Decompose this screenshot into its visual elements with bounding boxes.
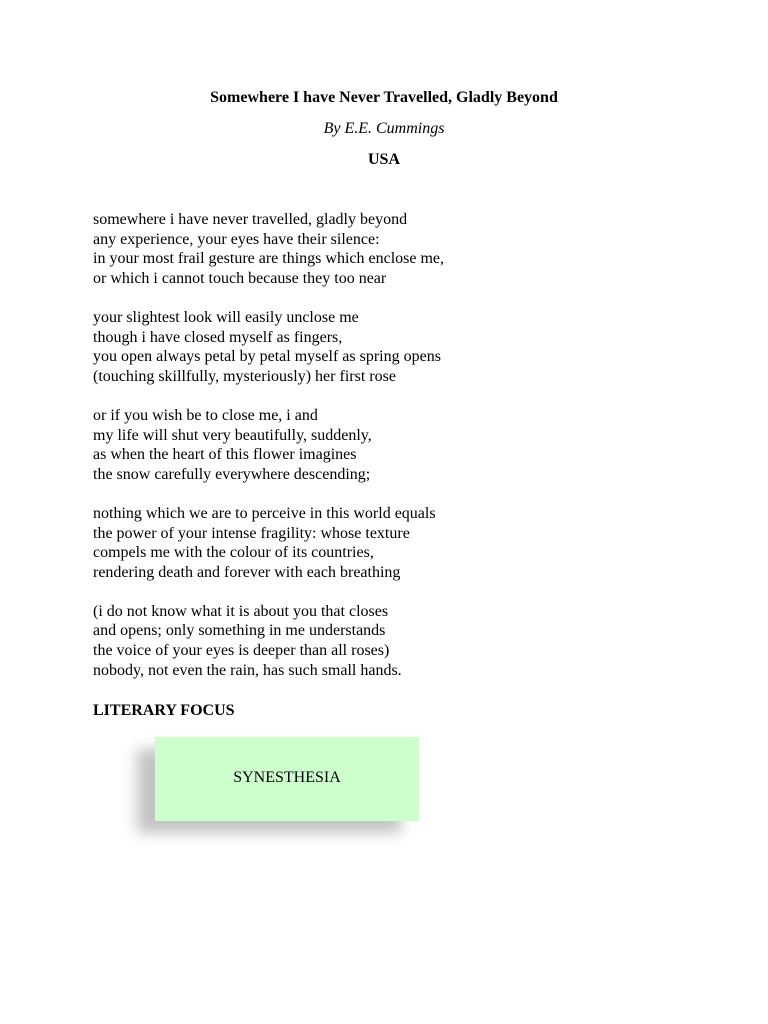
poem-line: somewhere i have never travelled, gladly beyond: [93, 211, 408, 228]
poem-line: any experience, your eyes have their silence:: [93, 230, 380, 248]
literary-focus-box: [155, 737, 419, 821]
stanza: [93, 602, 693, 680]
poem-line: (touching skillfully, mysteriously) her first rose: [93, 367, 396, 385]
poem-line: or if you wish be to close me, i and: [93, 406, 318, 424]
literary-focus-label: SYNESTHESIA: [233, 768, 341, 786]
poem-body: [93, 210, 693, 700]
poem-line: or which i cannot touch because they too near: [93, 269, 387, 287]
poem-line: as when the heart of this flower imagines: [93, 446, 357, 464]
literary-focus-heading: LITERARY FOCUS: [93, 702, 235, 719]
poem-line: the power of your intense fragility: whose texture: [93, 524, 410, 542]
poem-line: in your most frail gesture are things which enclose me,: [93, 250, 445, 268]
poem-line: the voice of your eyes is deeper than all roses): [93, 642, 390, 660]
poem-line: nothing which we are to perceive in this world equals: [93, 504, 436, 522]
poem-author: By E.E. Cummings: [323, 120, 445, 137]
poem-line: your slightest look will easily unclose me: [93, 308, 359, 326]
poem-line: my life will shut very beautifully, suddenly,: [93, 426, 372, 444]
poem-line: you open always petal by petal myself as spring opens: [93, 348, 441, 366]
stanza: [93, 504, 693, 582]
poem-line: (i do not know what it is about you that closes: [93, 602, 389, 620]
poem-line: nobody, not even the rain, has such small hands.: [93, 661, 402, 679]
poem-line: the snow carefully everywhere descending;: [93, 465, 371, 483]
poem-line: compels me with the colour of its countries,: [93, 544, 374, 562]
poem-line: and opens; only something in me understands: [93, 622, 386, 640]
stanza: [93, 308, 693, 386]
poem-country: USA: [367, 151, 400, 168]
poem-title: Somewhere I have Never Travelled, Gladly Beyond: [210, 89, 558, 106]
stanza: [93, 210, 693, 288]
poem-line: rendering death and forever with each breathing: [93, 563, 401, 581]
poem-line: though i have closed myself as fingers,: [93, 328, 343, 346]
stanza: [93, 406, 693, 484]
